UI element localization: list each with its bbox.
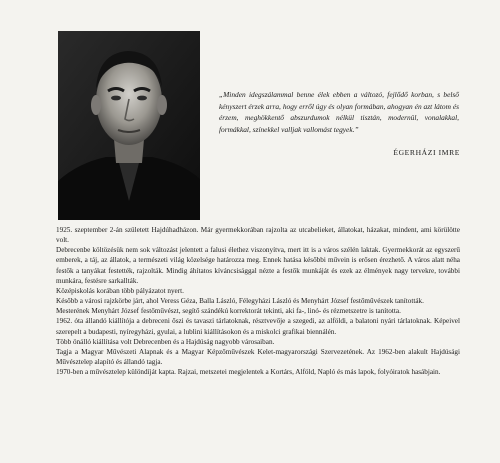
- bio-paragraph: Középiskolás korában több pályázatot nyert.: [56, 286, 184, 295]
- artist-quote: „Minden idegszálammal benne élek ebben a változó, fejlődő korban, s belső kényszert érzek arra, hogy erről úgy és olyan formában, ahogyan én azt látom és érzem, meghökkentő abszurdumok nélkül tisztán, modernül, vonalakkal, formákkal, színekkel valljak vallomást tegyek.”: [219, 90, 459, 134]
- bio-paragraph: 1925. szeptember 2-án született Hajdúhadházon. Már gyermekkorában rajzolta az utcabelieket, állatokat, házakat, mindent, ami körülötte volt.: [56, 226, 460, 245]
- bio-paragraph: Tagja a Magyar Művészeti Alapnak és a Magyar Képzőművészek Kelet-magyarországi Szervezetének. Az 1962-ben alakult Hajdúsági Művésztelep alapító és állandó tagja.: [56, 347, 460, 367]
- bio-paragraph: Több önálló kiállítása volt Debrecenben és a Hajdúság nagyobb városaiban.: [56, 337, 275, 346]
- biography-text: [56, 225, 460, 377]
- bio-paragraph: 1962. óta állandó kiállítója a debreceni őszi és tavaszi tárlatoknak, résztvevője a szegedi, az alföldi, a balatoni nyári tárlatoknak. Képeivel szerepelt a budapesti, nyíregyházi, gyulai, a lublini kiállításokon és a miskolci grafikai biennálén.: [56, 317, 460, 336]
- bio-paragraph: Később a városi rajzkörbe járt, ahol Veress Géza, Balla László, Félegyházi László és Menyhárt József festőművészek tanították.: [56, 297, 424, 306]
- bio-paragraph: 1970-ben a művésztelep különdíját kapta. Rajzai, metszetei megjelentek a Kortárs, Alföld, Napló és más lapok, folyóiratok hasábjain.: [56, 368, 441, 377]
- bio-paragraph: Mesterének Menyhárt József festőművészt, segítő szándékú korrektorát tekinti, aki fa-, linó- és rézmetszetre is tanította.: [56, 307, 401, 316]
- artist-portrait-photo: [58, 31, 200, 220]
- artist-name-signature: ÉGERHÁZI IMRE: [393, 148, 460, 157]
- bio-paragraph: Debrecenbe költözésük nem sok változást jelentett a falusi élethez viszonyítva, mert itt is a város szélén laktak. Gyermekkorát az egyszerű emberek, a táj, az állatok, a természeti világ közelsége határozza meg. Ennek hatása későbbi művein is erősen érezhető. A város alatt néha festők a tanyákat festették, rajzolták. Mindig áhítatos kíváncsisággal nézte a festők munkáját és ezek az élmények nagy tervekre, további munkára, festésre sarkallták.: [56, 246, 460, 285]
